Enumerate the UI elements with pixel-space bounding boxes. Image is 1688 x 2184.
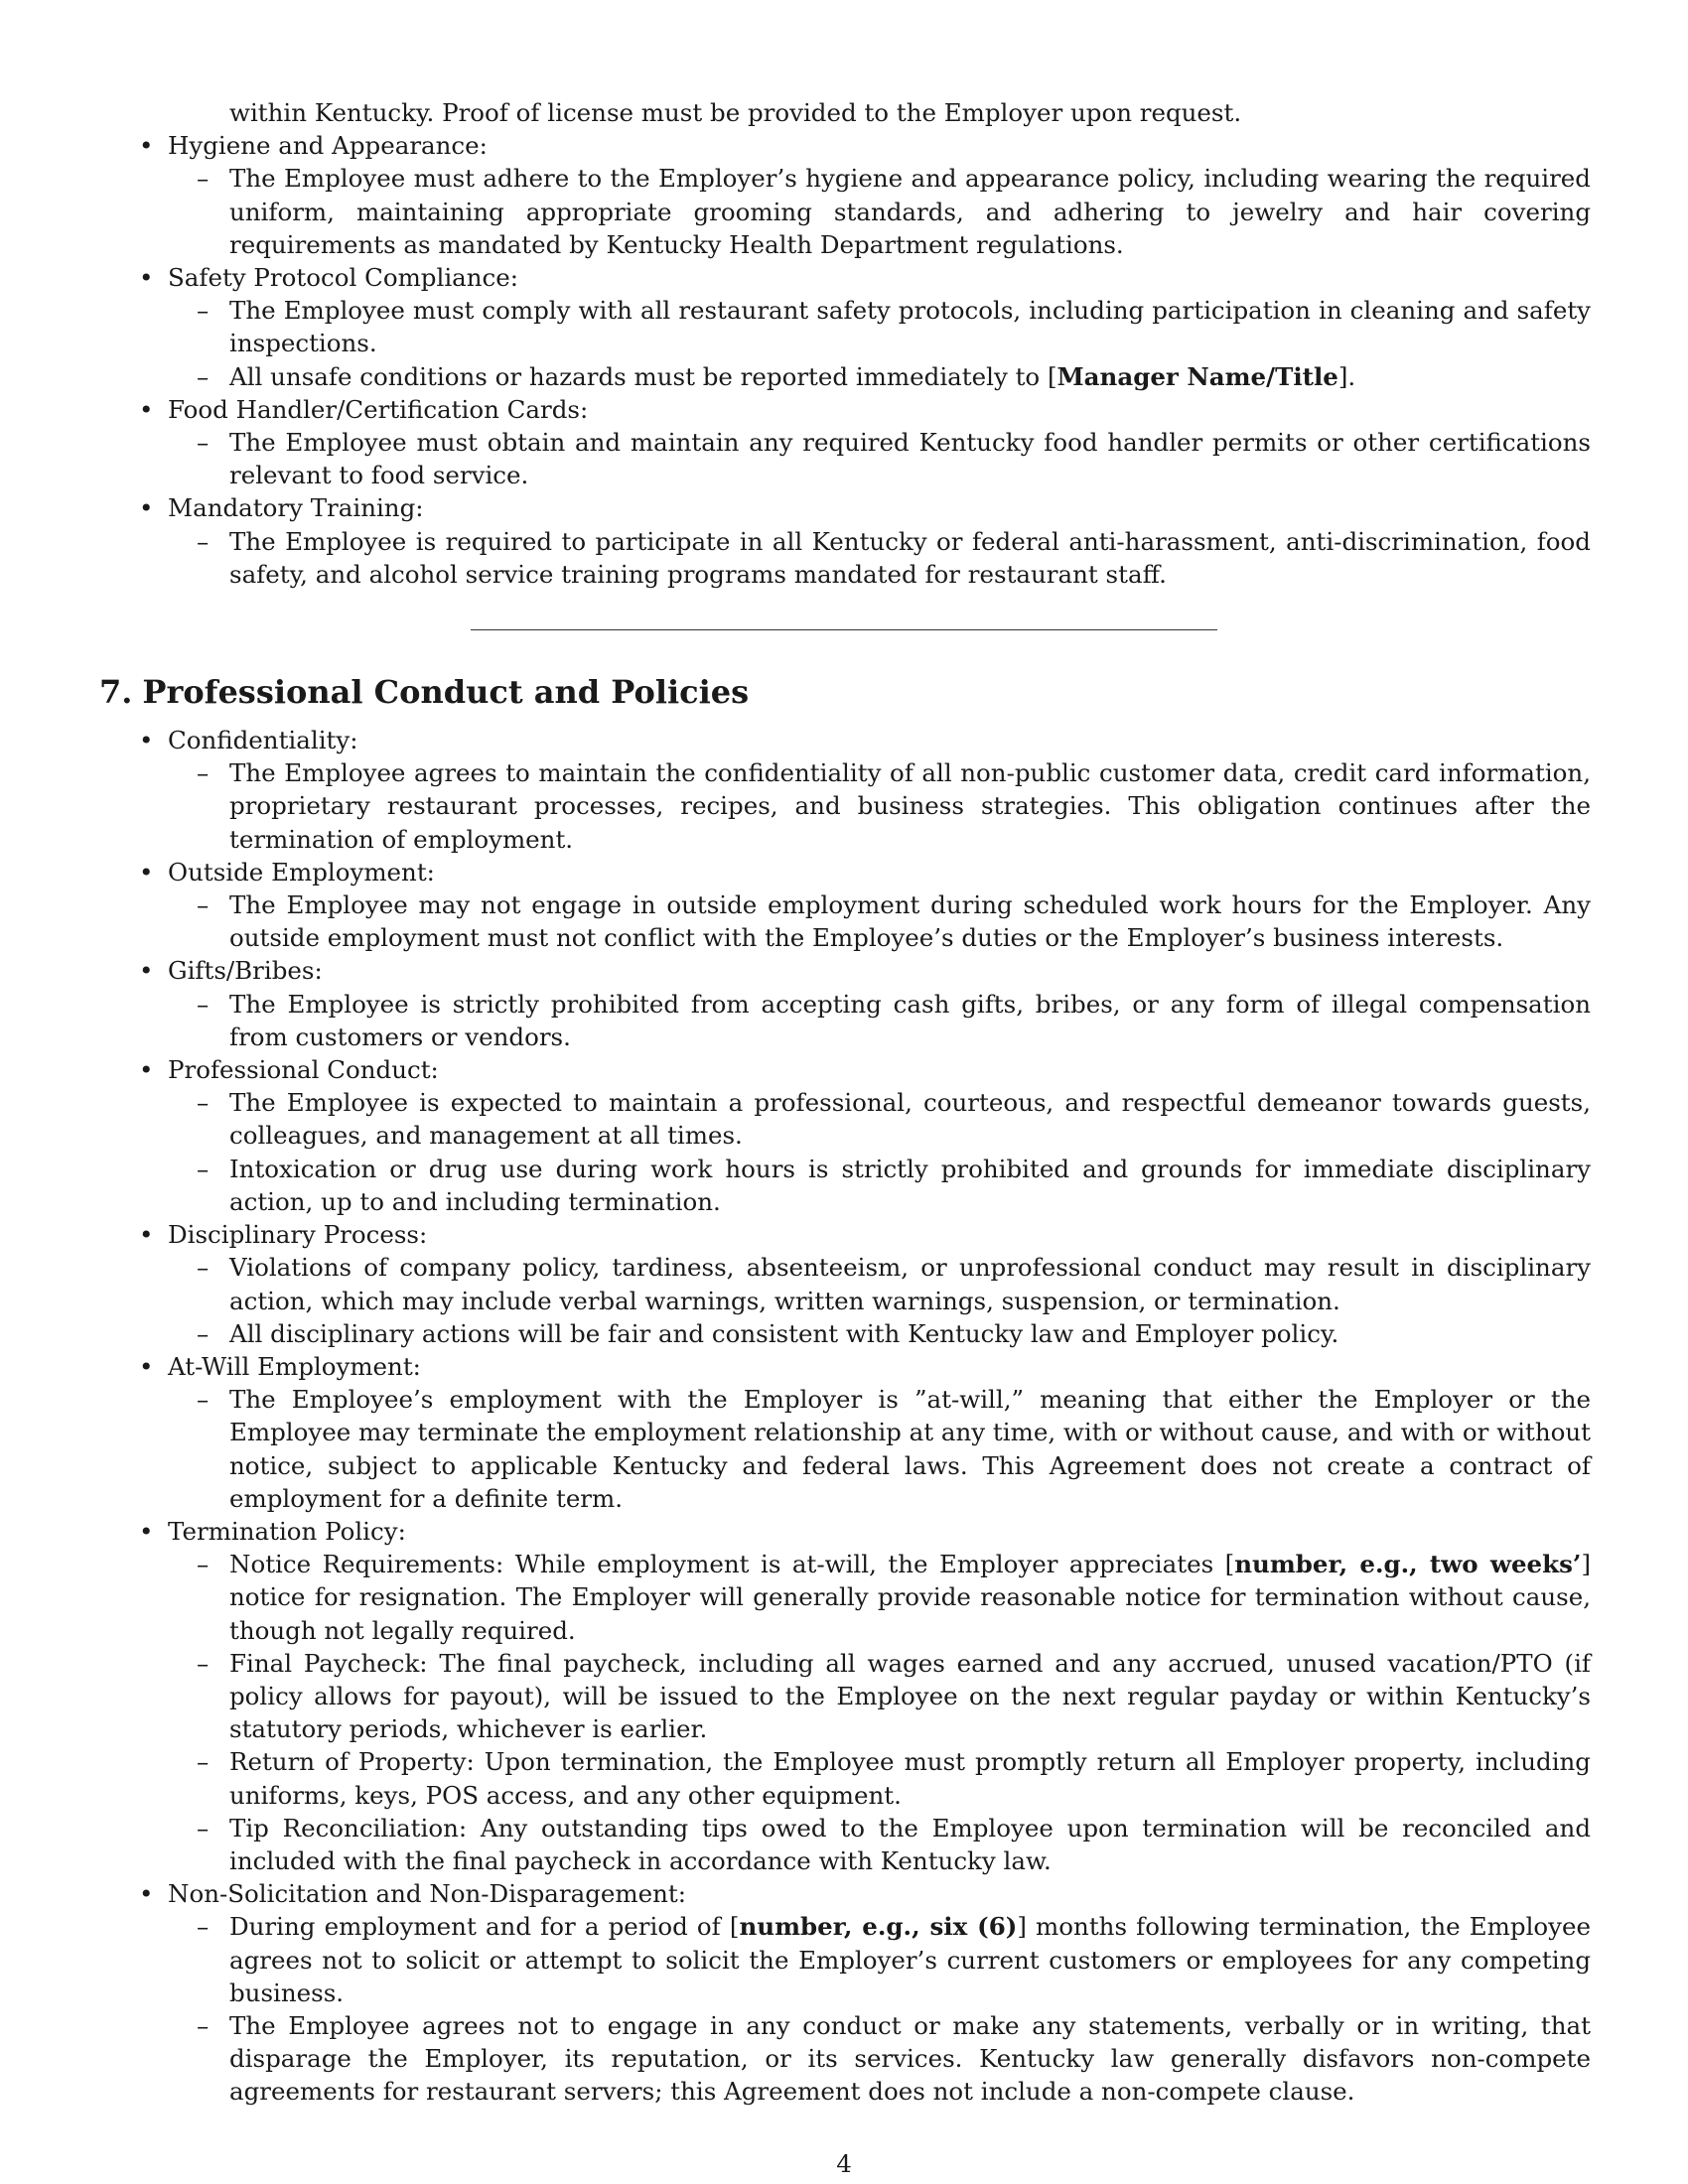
sub-list-text: ] notice for resignation. The Employer will generally provide reasonable notice for termination without cause, though not legally required. — [229, 1550, 1592, 1645]
dash-icon: – — [197, 1550, 210, 1579]
sub-list-item — [197, 2009, 1591, 2109]
list-item-heading: Termination Policy: — [168, 1516, 406, 1546]
sub-list-text: All disciplinary actions will be fair and consistent with Kentucky law and Employer policy. — [229, 1318, 1339, 1348]
placeholder-field: Manager Name/Title — [1056, 361, 1338, 391]
sub-list-text: Final Paycheck: The final paycheck, including all wages earned and any accrued, unused vacation/PTO (if policy allows for payout), will be issued to the Employee on the next regular payday or within Kentucky’s statutory periods, whichever is earlier. — [229, 1648, 1591, 1744]
sub-list-text: The Employee must comply with all restaurant safety protocols, including participation in cleaning and safety inspections. — [229, 296, 1591, 358]
bullet-icon: • — [139, 726, 154, 755]
dash-icon: – — [197, 890, 210, 920]
dash-icon: – — [197, 1318, 210, 1348]
dash-icon: – — [197, 1747, 210, 1777]
sub-list-text: Tip Reconciliation: Any outstanding tips owed to the Employee upon termination will be reconciled and included with the final paycheck in accordance with Kentucky law. — [229, 1813, 1591, 1875]
sub-list-text: The Employee agrees to maintain the confidentiality of all non-public customer data, credit card information, proprietary restaurant processes, recipes, and business strategies. This obligation continues after the termination of employment. — [229, 758, 1591, 854]
list-item — [99, 724, 1591, 856]
bullet-list-group-2 — [99, 724, 1591, 2109]
sub-list — [168, 888, 1591, 954]
dash-icon: – — [197, 1088, 210, 1118]
dash-icon: – — [197, 989, 210, 1019]
list-item-heading: Non-Solicitation and Non-Disparagement: — [168, 1879, 687, 1909]
dash-icon: – — [197, 1385, 210, 1415]
dash-icon: – — [197, 361, 210, 391]
dash-icon: – — [197, 758, 210, 788]
sub-list — [168, 162, 1591, 261]
sub-list-item — [197, 988, 1591, 1053]
sub-list-item — [197, 1910, 1592, 2009]
list-item — [99, 1515, 1591, 1877]
list-item — [99, 129, 1591, 261]
bullet-icon: • — [139, 1055, 154, 1085]
sub-list — [168, 525, 1591, 591]
sub-list-item — [197, 1251, 1591, 1316]
sub-list-item — [197, 756, 1591, 856]
sub-list — [168, 756, 1591, 856]
placeholder-field: number, e.g., six (6) — [739, 1912, 1018, 1942]
section-title: Professional Conduct and Policies — [142, 673, 750, 712]
dash-icon: – — [197, 1648, 210, 1678]
sub-list-text: All unsafe conditions or hazards must be reported immediately to [ — [229, 361, 1057, 391]
list-item — [99, 261, 1591, 393]
sub-list-text: The Employee is required to participate in all Kentucky or federal anti-harassment, anti-discrimination, food safety, and alcohol service training programs mandated for restaurant staff. — [229, 526, 1591, 589]
list-item-heading: At-Will Employment: — [168, 1351, 421, 1381]
dash-icon: – — [197, 526, 210, 556]
sub-list-text: The Employee must adhere to the Employer’s hygiene and appearance policy, including wearing the required uniform, maintaining appropriate grooming standards, and adhering to jewelry and hair covering requirements as mandated by Kentucky Health Department regulations. — [229, 164, 1591, 259]
section-number: 7. — [99, 673, 133, 712]
sub-list-text: The Employee may not engage in outside employment during scheduled work hours for the Employer. Any outside employment must not conflict with the Employee’s duties or the Employer’s business interests. — [229, 890, 1591, 953]
sub-list-item — [197, 888, 1591, 954]
sub-list — [168, 294, 1591, 393]
sub-list-item — [197, 1086, 1591, 1152]
bullet-icon: • — [139, 263, 154, 293]
sub-list — [168, 1086, 1591, 1218]
list-item-heading: Confidentiality: — [168, 726, 358, 755]
dash-icon: – — [197, 1813, 210, 1843]
sub-list-text: Violations of company policy, tardiness, absenteeism, or unprofessional conduct may result in disciplinary action, which may include verbal warnings, written warnings, suspension, or termination. — [229, 1253, 1591, 1315]
page-content — [99, 96, 1591, 2109]
sub-list-item — [197, 1647, 1591, 1746]
bullet-icon: • — [139, 394, 154, 424]
list-item — [99, 393, 1591, 492]
list-item-heading: Mandatory Training: — [168, 493, 424, 523]
dash-icon: – — [197, 164, 210, 194]
dash-icon: – — [197, 296, 210, 326]
bullet-list-group-1 — [99, 129, 1591, 591]
section-heading — [99, 672, 1591, 712]
sub-list — [168, 1910, 1591, 2108]
bullet-icon: • — [139, 131, 154, 161]
bullet-icon: • — [139, 1879, 154, 1909]
bullet-icon: • — [139, 1351, 154, 1381]
sub-list-item — [197, 426, 1591, 491]
list-item-heading: Disciplinary Process: — [168, 1220, 428, 1250]
sub-list-item — [197, 360, 1591, 393]
page-number: 4 — [836, 2149, 852, 2178]
list-item-heading: Outside Employment: — [168, 857, 435, 887]
sub-list-item — [197, 294, 1591, 359]
sub-list — [168, 1251, 1591, 1350]
sub-list-text: ] months following termination, the Employee agrees not to solicit or attempt to solicit the Employer’s current customers or employees for any competing business. — [229, 1912, 1592, 2007]
sub-list-text: During employment and for a period of [ — [229, 1912, 740, 1942]
list-item-heading: Safety Protocol Compliance: — [168, 263, 519, 293]
list-item-heading: Hygiene and Appearance: — [168, 131, 488, 161]
continuation-text: within Kentucky. Proof of license must be provided to the Employer upon request. — [229, 98, 1242, 127]
sub-list-text: The Employee agrees not to engage in any conduct or make any statements, verbally or in writing, that disparage the Employer, its reputation, or its services. Kentucky law generally disfavors non-compete agreements for restaurant servers; this Agreement does not include a non-compete clause. — [229, 2010, 1591, 2107]
sub-list — [168, 1548, 1591, 1877]
list-item-heading: Professional Conduct: — [168, 1055, 439, 1085]
dash-icon: – — [197, 1253, 210, 1283]
sub-list — [168, 1383, 1591, 1515]
sub-list-item — [197, 1383, 1591, 1515]
sub-list-text: The Employee must obtain and maintain any required Kentucky food handler permits or other certifications relevant to food service. — [229, 428, 1591, 490]
sub-list-item — [197, 1548, 1592, 1647]
list-item — [99, 1350, 1591, 1515]
sub-list-text: Notice Requirements: While employment is at-will, the Employer appreciates [ — [229, 1550, 1235, 1579]
sub-list-text: ]. — [1337, 361, 1356, 391]
list-item — [99, 491, 1591, 591]
sub-list-text: Return of Property: Upon termination, the Employee must promptly return all Employer property, including uniforms, keys, POS access, and any other equipment. — [229, 1747, 1591, 1810]
list-item-heading: Food Handler/Certification Cards: — [168, 394, 589, 424]
sub-list-text: The Employee is strictly prohibited from accepting cash gifts, bribes, or any form of illegal compensation from customers or vendors. — [229, 989, 1591, 1051]
horizontal-rule — [471, 629, 1217, 630]
dash-icon: – — [197, 1154, 210, 1183]
list-item — [99, 1053, 1591, 1218]
sub-list-item — [197, 1317, 1591, 1350]
bullet-icon: • — [139, 1516, 154, 1546]
bullet-icon: • — [139, 1220, 154, 1250]
sub-list-item — [197, 525, 1591, 591]
sub-list-item — [197, 1153, 1591, 1218]
dash-icon: – — [197, 1912, 210, 1942]
sub-list — [168, 988, 1591, 1053]
sub-list — [168, 426, 1591, 491]
bullet-icon: • — [139, 956, 154, 986]
sub-list-text: The Employee’s employment with the Employer is ”at-will,” meaning that either the Employer or the Employee may terminate the employment relationship at any time, with or without cause, and with or without notice, subject to applicable Kentucky and federal laws. This Agreement does not create a contract of employment for a definite term. — [229, 1385, 1591, 1513]
dash-icon: – — [197, 428, 210, 458]
list-item — [99, 856, 1591, 955]
dash-icon: – — [197, 2010, 210, 2040]
sub-list-item — [197, 1745, 1591, 1811]
list-item-heading: Gifts/Bribes: — [168, 956, 323, 986]
list-item — [99, 954, 1591, 1053]
list-item — [99, 1877, 1591, 2108]
sub-list-item — [197, 162, 1591, 261]
sub-list-text: Intoxication or drug use during work hours is strictly prohibited and grounds for immediate disciplinary action, up to and including termination. — [229, 1154, 1591, 1216]
sub-list-item — [197, 1812, 1591, 1877]
placeholder-field: number, e.g., two weeks’ — [1234, 1550, 1582, 1579]
bullet-icon: • — [139, 857, 154, 887]
list-item — [99, 1218, 1591, 1350]
bullet-icon: • — [139, 493, 154, 523]
sub-list-text: The Employee is expected to maintain a professional, courteous, and respectful demeanor towards guests, colleagues, and management at all times. — [229, 1088, 1591, 1151]
